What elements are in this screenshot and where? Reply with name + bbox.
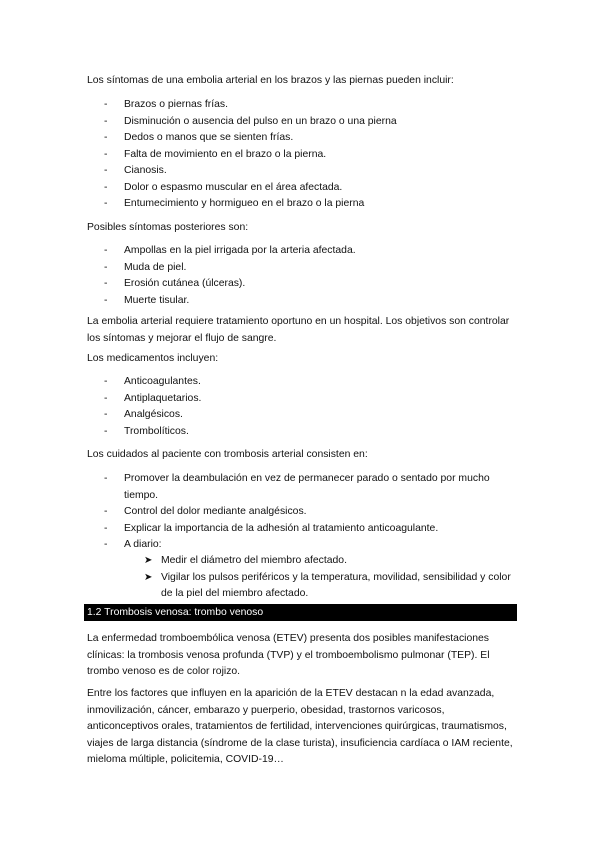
dash-bullet-icon: - bbox=[104, 376, 108, 387]
dash-bullet-icon: - bbox=[104, 99, 108, 110]
section-heading: 1.2 Trombosis venosa: trombo venoso bbox=[84, 604, 517, 621]
intro-arterial-symptoms: Los síntomas de una embolia arterial en los brazos y las piernas pueden incluir: bbox=[87, 75, 454, 86]
risk-factors-paragraph: Entre los factores que influyen en la aparición de la ETEV destacan n la edad avanzada, inmovilización, cáncer, embarazo y puerperio, obesidad, trastornos varicosos, anticonceptivos orales, tratamientos de fertilidad, intervenciones quirúrgicas, traumatismos, viajes de larga distancia (síndrome de la clase turista), insuficiencia cardíaca o IAM reciente, mieloma múltiple, policitemia, COVID-19… bbox=[87, 688, 513, 765]
intro-medications: Los medicamentos incluyen: bbox=[87, 353, 219, 364]
dash-bullet-icon: - bbox=[104, 539, 108, 550]
dash-bullet-icon: - bbox=[104, 261, 108, 273]
intro-care: Los cuidados al paciente con trombosis arterial consisten en: bbox=[87, 449, 368, 460]
dash-bullet-icon: - bbox=[104, 245, 108, 256]
dash-bullet-icon: - bbox=[104, 473, 108, 484]
etev-paragraph: La enfermedad tromboembólica venosa (ETEV) presenta dos posibles manifestaciones clínicas: la trombosis venosa profunda (TVP) y el tromboembolismo pulmonar (TEP). El trombo venoso es de color rojizo. bbox=[87, 633, 490, 677]
arrow-bullet-icon: ➤ bbox=[144, 555, 153, 566]
dash-bullet-icon: - bbox=[104, 409, 108, 420]
dash-bullet-icon: - bbox=[104, 425, 108, 437]
dash-bullet-icon: - bbox=[104, 198, 108, 209]
arrow-bullet-icon: ➤ bbox=[144, 571, 153, 583]
dash-bullet-icon: - bbox=[104, 522, 108, 534]
dash-bullet-icon: - bbox=[104, 392, 108, 404]
dash-bullet-icon: - bbox=[104, 165, 108, 176]
treatment-paragraph: La embolia arterial requiere tratamiento oportuno en un hospital. Los objetivos son controlar los síntomas y mejorar el flujo de sangre. bbox=[87, 316, 510, 344]
dash-bullet-icon: - bbox=[104, 132, 108, 143]
dash-bullet-icon: - bbox=[104, 506, 108, 517]
dash-bullet-icon: - bbox=[104, 278, 108, 289]
dash-bullet-icon: - bbox=[104, 294, 108, 306]
dash-bullet-icon: - bbox=[104, 181, 108, 193]
dash-bullet-icon: - bbox=[104, 115, 108, 127]
intro-later-symptoms: Posibles síntomas posteriores son: bbox=[87, 222, 249, 233]
dash-bullet-icon: - bbox=[104, 148, 108, 160]
